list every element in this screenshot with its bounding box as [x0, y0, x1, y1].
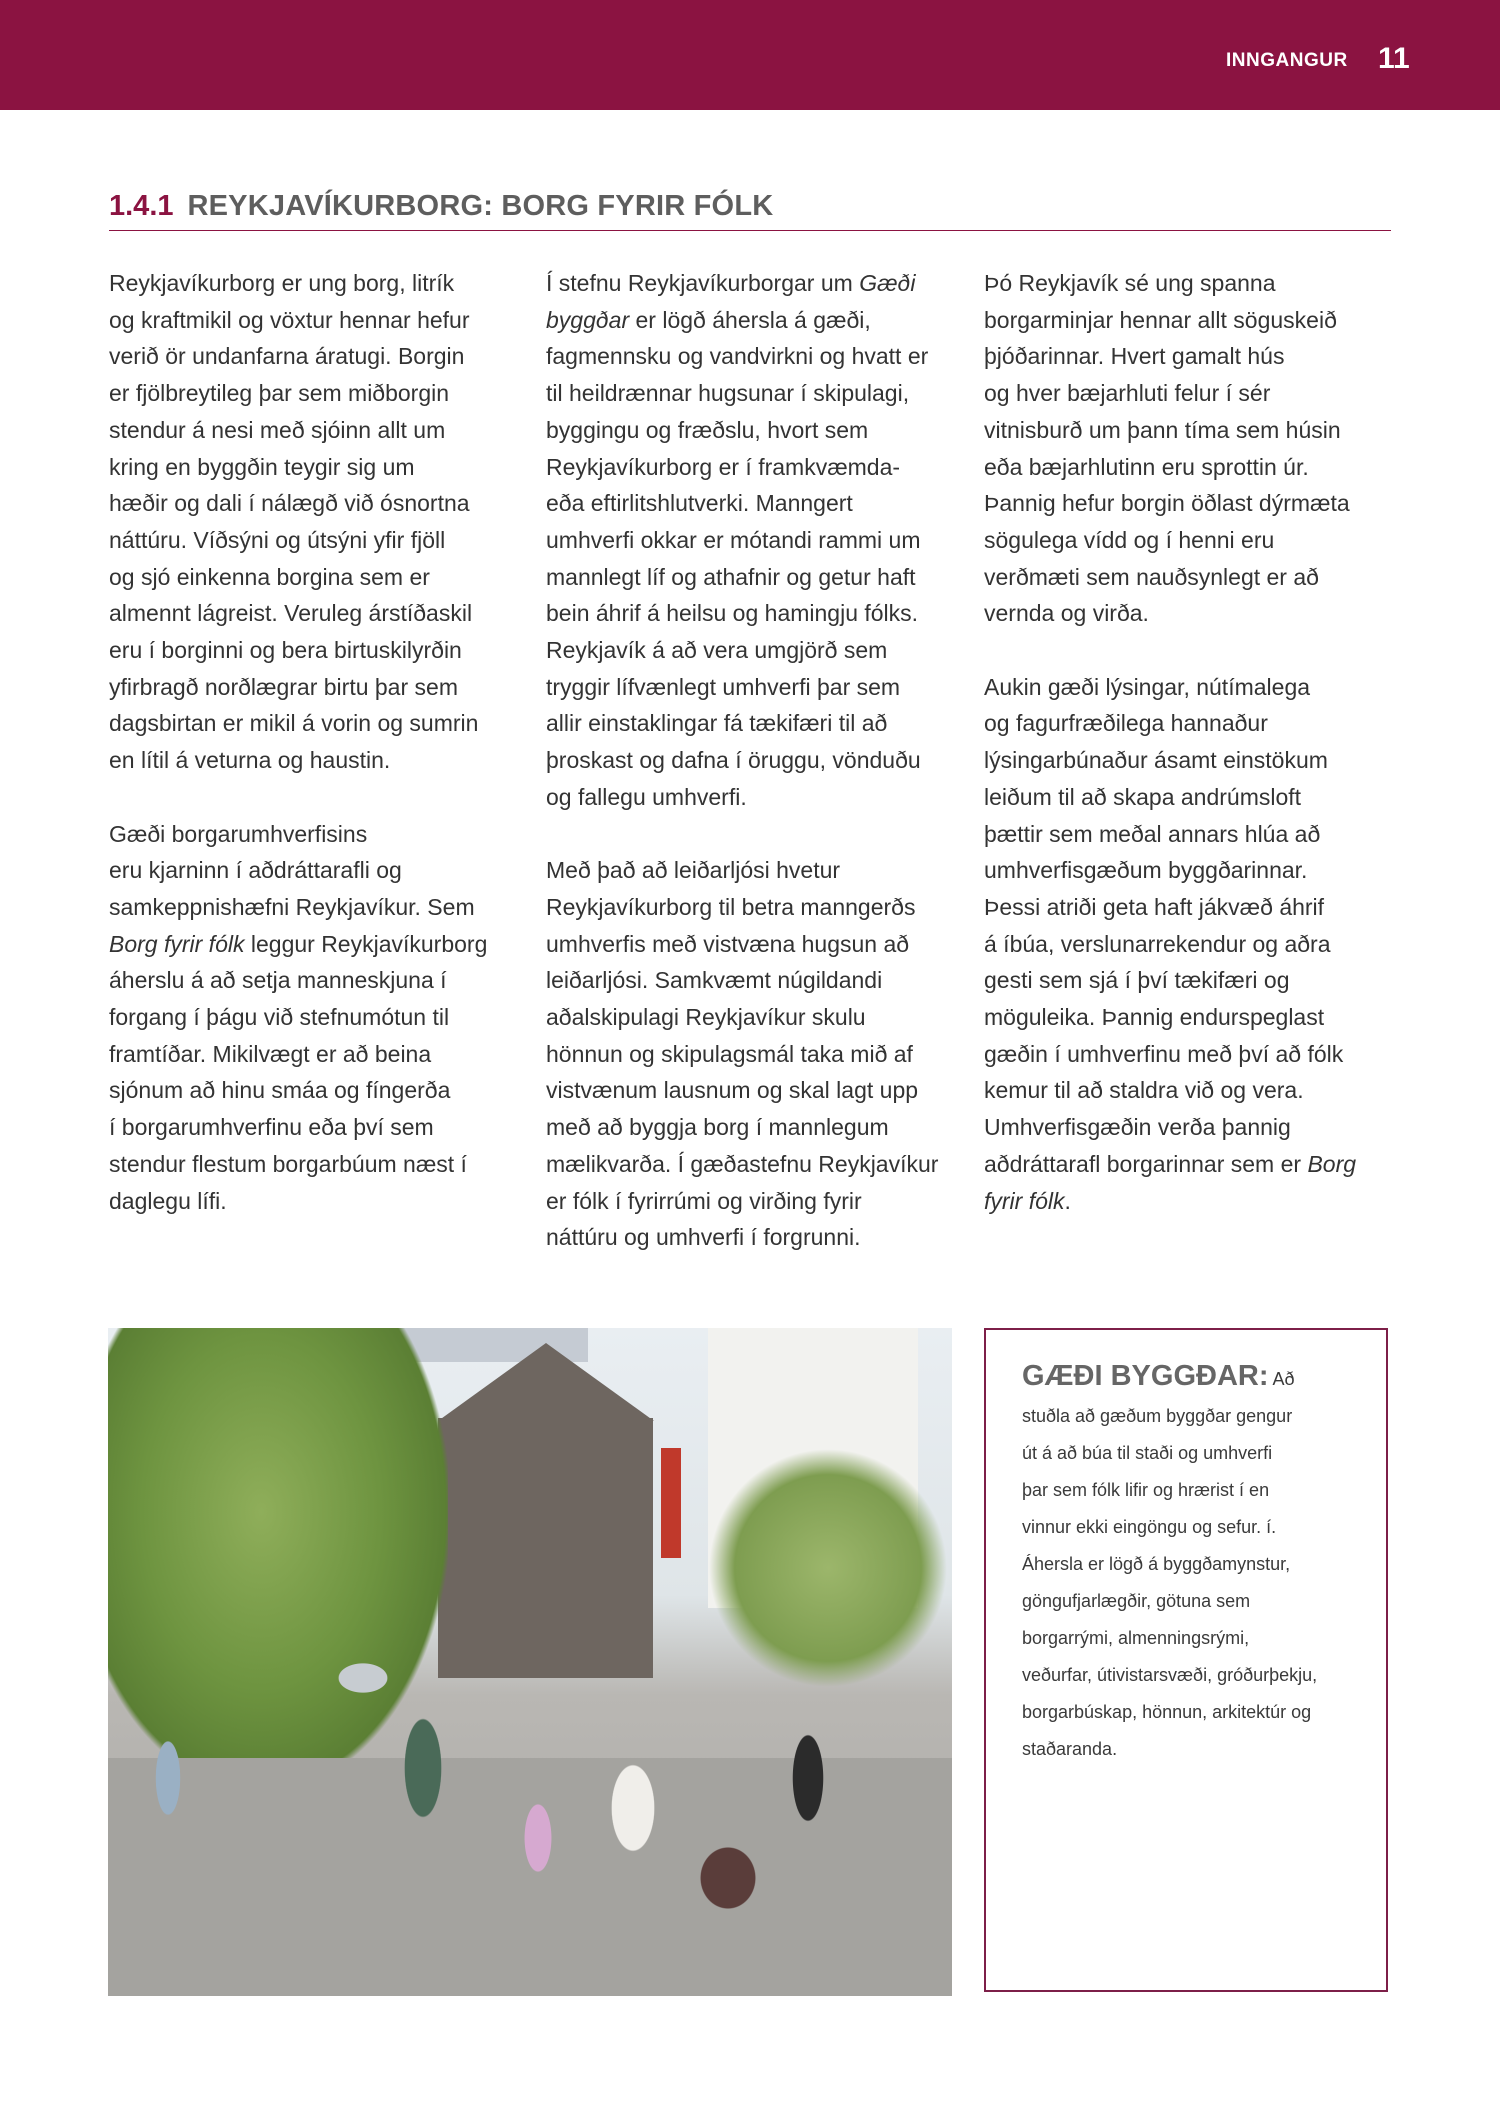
text-line: í borgarumhverfinu eða því sem	[109, 1114, 434, 1141]
text-lines	[109, 962, 529, 1219]
text-line: verið ör undanfarna áratugi. Borgin	[109, 343, 465, 370]
info-box-gaedi-byggdar	[984, 1328, 1388, 1992]
text-line: aðalskipulagi Reykjavíkur skulu	[546, 1004, 866, 1031]
text-line: mannlegt líf og athafnir og getur haft	[546, 563, 916, 590]
text-line: framtíðar. Mikilvægt er að beina	[109, 1040, 432, 1067]
text-fragment: aðdráttarafl borgarinnar sem er	[984, 1150, 1308, 1177]
text-line: stendur flestum borgarbúum næst í	[109, 1150, 467, 1177]
text-line: allir einstaklingar fá tækifæri til að	[546, 710, 888, 737]
italic-term: fyrir fólk	[984, 1187, 1065, 1214]
text-line: Reykjavíkurborg til betra manngerðs	[546, 893, 916, 920]
text-line: almennt lágreist. Veruleg árstíðaskil	[109, 600, 473, 627]
text-line: göngufjarlægðir, götuna sem	[1022, 1591, 1251, 1611]
text-line: gesti sem sjá í því tækifæri og	[984, 967, 1290, 994]
text-line: staðaranda.	[1022, 1739, 1118, 1759]
text-line: forgang í þágu við stefnumótun til	[109, 1004, 450, 1031]
text-line: sögulega vídd og í henni eru	[984, 526, 1275, 553]
text-line: borgarbúskap, hönnun, arkitektúr og	[1022, 1702, 1312, 1722]
text-line: og sjó einkenna borgina sem er	[109, 563, 430, 590]
italic-term: Borg fyrir fólk	[109, 930, 245, 957]
text-line	[984, 1183, 1404, 1220]
text-line: byggingu og fræðslu, hvort sem	[546, 416, 869, 443]
text-line: bein áhrif á heilsu og hamingju fólks.	[546, 600, 919, 627]
text-line: og fallegu umhverfi.	[546, 783, 747, 810]
text-line: Gæði borgarumhverfisins	[109, 820, 368, 847]
text-line: þroskast og dafna í öruggu, vönduðu	[546, 747, 921, 774]
text-line: náttúru. Víðsýni og útsýni yfir fjöll	[109, 526, 446, 553]
text-line: möguleika. Þannig endurspeglast	[984, 1004, 1325, 1031]
text-column-3	[984, 265, 1404, 1256]
text-fragment: Í stefnu Reykjavíkurborgar um	[546, 270, 860, 296]
text-fragment: .	[1064, 1187, 1071, 1214]
photo-pedestrians	[108, 1658, 952, 1948]
text-line	[546, 302, 966, 339]
text-line: áherslu á að setja manneskjuna í	[109, 967, 447, 994]
text-line: eru kjarninn í aðdráttarafli og	[109, 857, 402, 884]
photo-stone-house	[438, 1418, 653, 1678]
text-line: lýsingarbúnaður ásamt einstökum	[984, 747, 1328, 774]
text-column-2	[546, 265, 966, 1293]
text-line: náttúru og umhverfi í forgrunni.	[546, 1224, 861, 1251]
photo-trees-right	[708, 1448, 948, 1688]
text-line: Reykjavík á að vera umgjörð sem	[546, 637, 888, 664]
text-line	[546, 265, 966, 302]
text-line	[109, 926, 529, 963]
text-lines	[984, 669, 1404, 1146]
text-line: Þannig hefur borgin öðlast dýrmæta	[984, 490, 1350, 517]
text-line: yfirbragð norðlægrar birtu þar sem	[109, 673, 458, 700]
text-line: vinnur ekki eingöngu og sefur. í.	[1022, 1517, 1277, 1537]
text-line: Reykjavíkurborg er ung borg, litrík	[109, 270, 455, 296]
text-line: hönnun og skipulagsmál taka mið af	[546, 1040, 913, 1067]
text-line: eru í borginni og bera birtuskilyrðin	[109, 637, 462, 664]
text-lines	[546, 338, 966, 815]
section-heading	[109, 190, 1391, 231]
info-box-title: GÆÐI BYGGÐAR:	[1022, 1360, 1269, 1392]
text-line: þættir sem meðal annars hlúa að	[984, 820, 1321, 847]
text-line: mælikvarða. Í gæðastefnu Reykjavíkur	[546, 1150, 939, 1177]
heading-number: 1.4.1	[109, 190, 174, 222]
paragraph	[546, 265, 966, 816]
text-line: en lítil á veturna og haustin.	[109, 747, 391, 774]
info-box-body	[1022, 1398, 1350, 1768]
text-line: daglegu lífi.	[109, 1187, 227, 1214]
text-line: Með það að leiðarljósi hvetur	[546, 857, 841, 884]
text-line: þar sem fólk lifir og hrærist í en	[1022, 1480, 1270, 1500]
text-line: Reykjavíkurborg er í framkvæmda-	[546, 453, 901, 480]
text-line: hæðir og dali í nálægð við ósnortna	[109, 490, 470, 517]
info-box-lead-line	[1022, 1358, 1350, 1398]
italic-term: Borg	[1307, 1150, 1357, 1177]
text-line: samkeppnishæfni Reykjavíkur. Sem	[109, 893, 475, 920]
text-line: og hver bæjarhluti felur í sér	[984, 380, 1271, 407]
text-line: eða eftirlitshlutverki. Manngert	[546, 490, 853, 517]
text-column-1	[109, 265, 529, 1256]
street-photo	[108, 1328, 952, 1996]
text-line: stuðla að gæðum byggðar gengur	[1022, 1406, 1293, 1426]
paragraph	[546, 852, 966, 1256]
text-line: umhverfis með vistvæna hugsun að	[546, 930, 910, 957]
paragraph	[109, 816, 529, 1220]
text-line: er fjölbreytileg þar sem miðborgin	[109, 380, 450, 407]
text-line: þjóðarinnar. Hvert gamalt hús	[984, 343, 1285, 370]
text-line: er fólk í fyrirrúmi og virðing fyrir	[546, 1187, 862, 1214]
text-line: Áhersla er lögð á byggðamynstur,	[1022, 1554, 1291, 1574]
header-bar	[0, 0, 1500, 110]
text-line: til heildrænnar hugsunar í skipulagi,	[546, 380, 910, 407]
paragraph	[109, 265, 529, 779]
text-line: borgarrými, almenningsrými,	[1022, 1628, 1250, 1648]
text-line: stendur á nesi með sjóinn allt um	[109, 416, 446, 443]
text-line	[984, 1146, 1404, 1183]
text-line: og fagurfræðilega hannaður	[984, 710, 1268, 737]
text-line: vitnisburð um þann tíma sem húsin	[984, 416, 1341, 443]
paragraph	[984, 669, 1404, 1220]
italic-term: Gæði	[859, 270, 916, 296]
paragraph	[984, 265, 1404, 632]
text-line: umhverfisgæðum byggðarinnar.	[984, 857, 1308, 884]
text-line: verðmæti sem nauðsynlegt er að	[984, 563, 1319, 590]
photo-house-roof	[438, 1343, 654, 1421]
text-line: Þó Reykjavík sé ung spanna	[984, 270, 1276, 296]
text-fragment: leggur Reykjavíkurborg	[244, 930, 488, 957]
text-line: leiðarljósi. Samkvæmt núgildandi	[546, 967, 883, 994]
text-line: borgarminjar hennar allt söguskeið	[984, 306, 1337, 333]
text-line: gæðin í umhverfinu með því að fólk	[984, 1040, 1344, 1067]
text-fragment: Að	[1268, 1369, 1295, 1389]
text-line: vistvænum lausnum og skal lagt upp	[546, 1077, 919, 1104]
text-line: tryggir lífvænlegt umhverfi þar sem	[546, 673, 901, 700]
text-line: veðurfar, útivistarsvæði, gróðurþekju,	[1022, 1665, 1318, 1685]
text-line: á íbúa, verslunarrekendur og aðra	[984, 930, 1331, 957]
heading-title: REYKJAVÍKURBORG: BORG FYRIR FÓLK	[187, 190, 774, 222]
text-line: með að byggja borg í mannlegum	[546, 1114, 889, 1141]
text-line: Þessi atriði geta haft jákvæð áhrif	[984, 893, 1325, 920]
section-title: INNGANGUR	[1226, 50, 1348, 71]
page-number: 11	[1378, 42, 1410, 75]
text-line: fagmennsku og vandvirkni og hvatt er	[546, 343, 929, 370]
text-line: eða bæjarhlutinn eru sprottin úr.	[984, 453, 1309, 480]
text-line: kring en byggðin teygir sig um	[109, 453, 415, 480]
text-line: Umhverfisgæðin verða þannig	[984, 1114, 1291, 1141]
text-line: leiðum til að skapa andrúmsloft	[984, 783, 1302, 810]
text-line: og kraftmikil og vöxtur hennar hefur	[109, 306, 470, 333]
text-line: Aukin gæði lýsingar, nútímalega	[984, 673, 1311, 700]
text-line: umhverfi okkar er mótandi rammi um	[546, 526, 921, 553]
text-line: kemur til að staldra við og vera.	[984, 1077, 1304, 1104]
text-line: dagsbirtan er mikil á vorin og sumrin	[109, 710, 479, 737]
photo-red-sign	[661, 1448, 681, 1558]
text-line: vernda og virða.	[984, 600, 1149, 627]
text-line: út á að búa til staði og umhverfi	[1022, 1443, 1273, 1463]
text-line: sjónum að hinu smáa og fíngerða	[109, 1077, 451, 1104]
italic-term: byggðar	[546, 306, 630, 333]
text-fragment: er lögð áhersla á gæði,	[629, 306, 871, 333]
